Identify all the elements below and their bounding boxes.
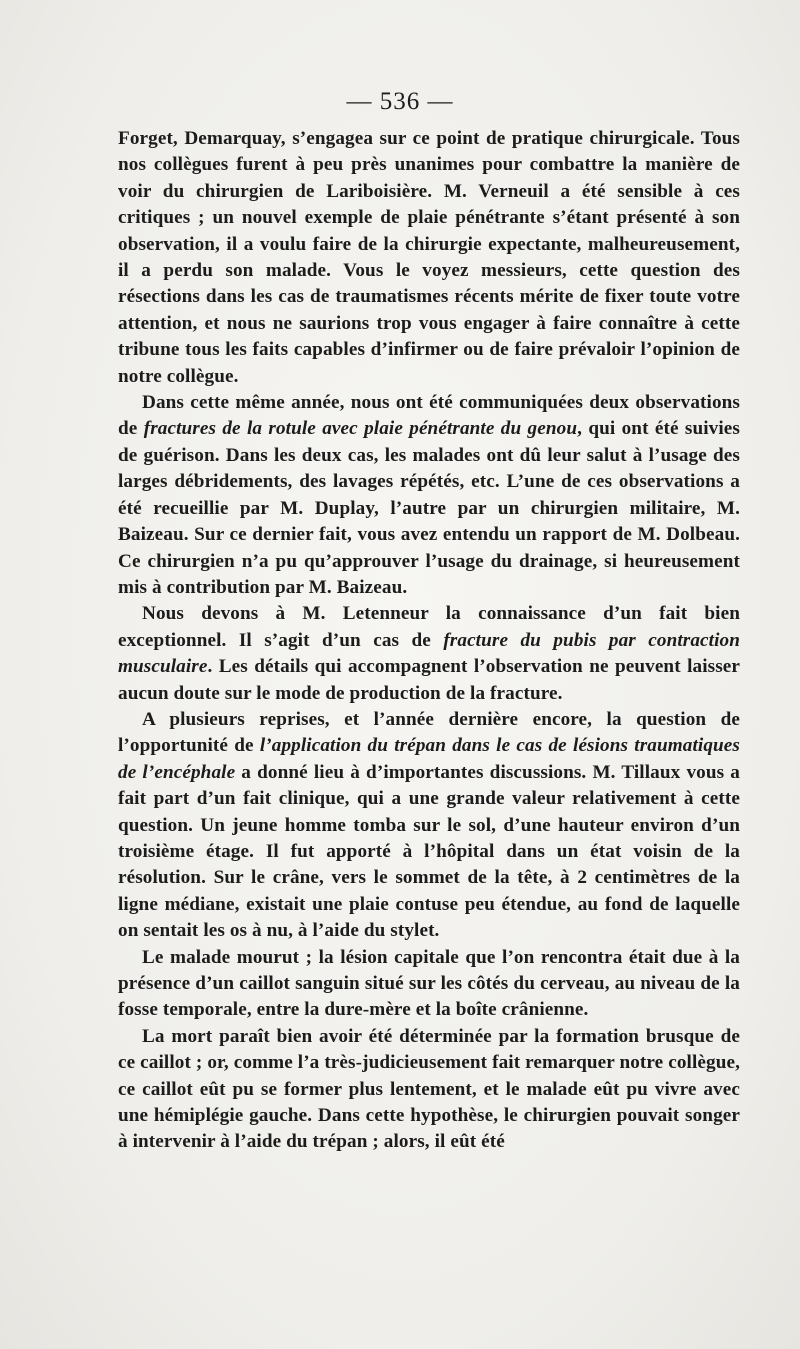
page-number: — 536 — [346, 88, 454, 115]
text-run: Le malade mourut ; la lésion capitale que l’on rencontra était due à la présence d’un caillot sanguin situé sur les côtés du cerveau, au niveau de la fosse temporale, entre la dure-mère et la boîte crânienne. [118, 946, 740, 1021]
paragraph-p3 [118, 601, 740, 707]
text-run: A plusieurs reprises, et l’année dernière encore, la question de l’opportunité de [118, 708, 740, 757]
body-text [118, 126, 740, 1156]
text-run: Nous devons à M. Letenneur la connaissance d’un fait bien exceptionnel. Il s’agit d’un cas de [118, 603, 740, 651]
text-run: , qui ont été suivies de guérison. Dans les deux cas, les malades ont dû leur salut à l’usage des larges débridements, des lavages répétés, etc. L’une de ces observations a été recueillie par M. Duplay, l’autre par un chirurgien militaire, M. Baizeau. Sur ce dernier fait, vous avez entendu un rapport de M. Dolbeau. Ce chirurgien n’a pu qu’approuver l’usage du drainage, si heureusement mis à contribution par M. Baizeau. [118, 418, 740, 598]
paragraph-p4 [118, 707, 740, 945]
italic-phrase: fracture du pubis par contraction musculaire [118, 629, 740, 678]
text-run: a donné lieu à d’importantes discussions. M. Tillaux vous a fait part d’un fait clinique, qui a une grande valeur relativement à cette question. Un jeune homme tomba sur le sol, d’une hauteur environ d’un troisième étage. Il fut apporté à l’hôpital dans un état voisin de la résolution. Sur le crâne, vers le sommet de la tête, à 2 centimètres de la ligne médiane, existait une plaie contuse peu étendue, au fond de laquelle on sentait les os à nu, à l’aide du stylet. [118, 761, 740, 942]
text-run: Forget, Demarquay, s’engagea sur ce point de pratique chirurgicale. Tous nos collègues furent à peu près unanimes pour combattre la manière de voir du chirurgien de Lariboisière. M. Verneuil a été sensible à ces critiques ; un nouvel exemple de plaie pénétrante s’étant présenté à son observation, il a voulu faire de la chirurgie expectante, malheureusement, il a perdu son malade. Vous le voyez messieurs, cette question des résections dans les cas de traumatismes récents mérite de fixer toute votre attention, et nous ne saurions trop vous engager à faire connaître à cette tribune tous les faits capables d’infirmer ou de faire prévaloir l’opinion de notre collègue. [118, 128, 740, 387]
text-run: Dans cette même année, nous ont été communiquées deux observations de [118, 392, 740, 440]
paragraph-p6 [118, 1024, 740, 1156]
italic-phrase: fractures de la rotule avec plaie pénétrante du genou [143, 418, 578, 440]
text-run: . Les détails qui accompagnent l’observation ne peuvent laisser aucun doute sur le mode de production de la fracture. [118, 656, 740, 704]
paragraph-p1 [118, 126, 740, 390]
paragraph-p2 [118, 390, 740, 601]
text-run: La mort paraît bien avoir été déterminée par la formation brusque de ce caillot ; or, comme l’a très-judicieusement fait remarquer notre collègue, ce caillot eût pu se former plus lentement, et le malade eût pu vivre avec une hémiplégie gauche. Dans cette hypothèse, le chirurgien pouvait songer à intervenir à l’aide du trépan ; alors, il eût été [118, 1025, 740, 1153]
paragraph-p5 [118, 945, 740, 1024]
italic-phrase: l’application du trépan dans le cas de lésions traumatiques de l’encéphale [118, 735, 740, 783]
